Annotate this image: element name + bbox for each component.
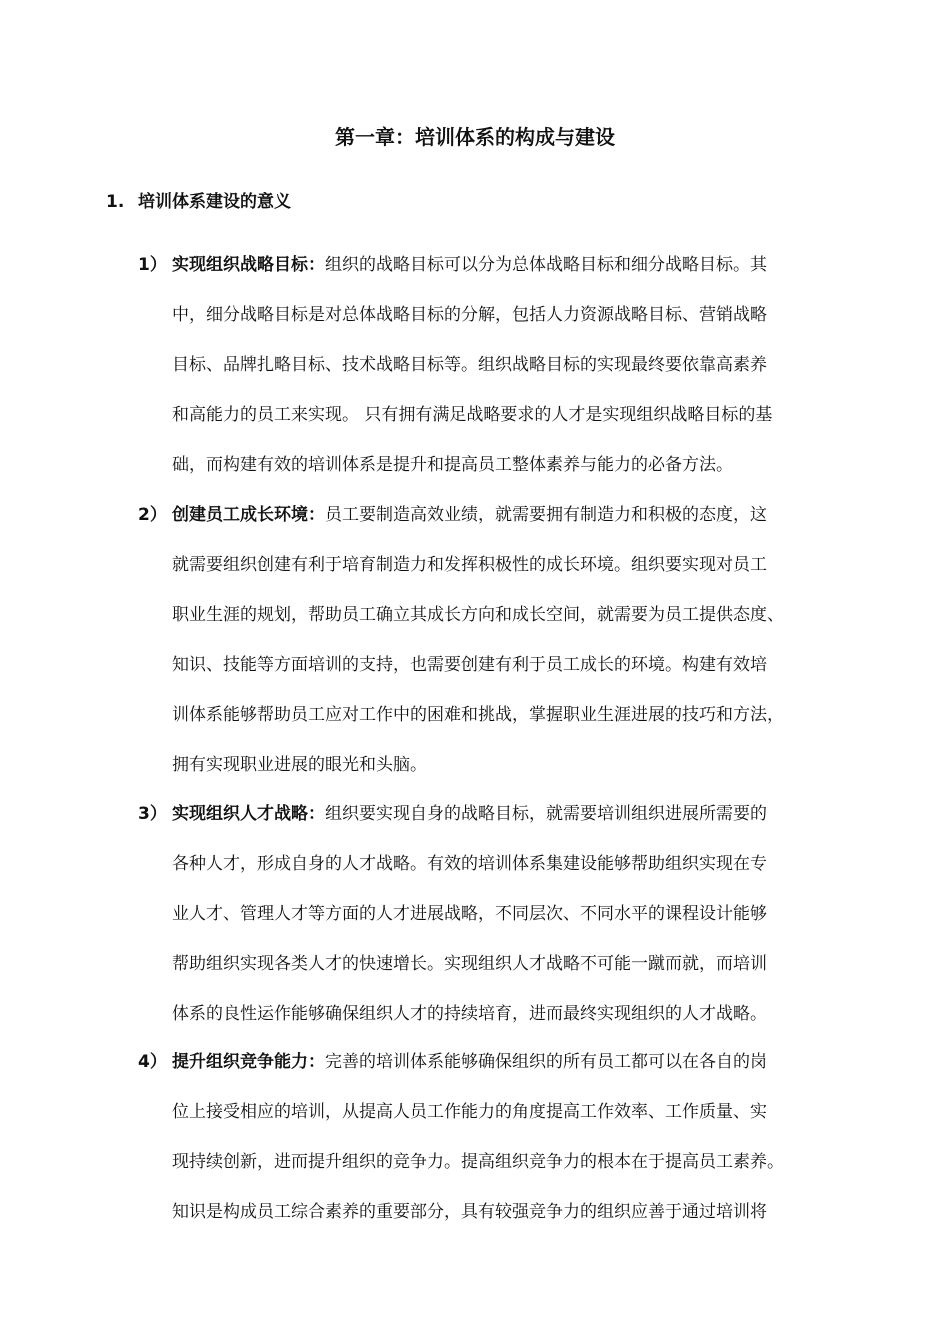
paragraph-line: 职业生涯的规划，帮助员工确立其成长方向和成长空间，就需要为员工提供态度、 [172, 605, 784, 625]
list-item-number: 3） [138, 804, 167, 824]
paragraph-line [172, 240, 878, 290]
paragraph-line: 知识、技能等方面培训的支持，也需要创建有利于员工成长的环境。构建有效培 [172, 655, 767, 675]
section-heading [106, 188, 291, 216]
line-text: 员工要制造高效业绩，就需要拥有制造力和积极的态度，这 [325, 505, 767, 525]
paragraph-line: 知识是构成员工综合素养的重要部分，具有较强竞争力的组织应善于通过培训将 [172, 1202, 767, 1222]
paragraph-line: 就需要组织创建有利于培育制造力和发挥积极性的成长环境。组织要实现对员工 [172, 555, 767, 575]
list-item [138, 240, 878, 490]
paragraph-line: 中，细分战略目标是对总体战略目标的分解，包括人力资源战略目标、营销战略 [172, 305, 767, 325]
list-item [138, 789, 878, 1039]
line-text: 组织要实现自身的战略目标，就需要培训组织进展所需要的 [325, 804, 767, 824]
paragraph-line: 拥有实现职业进展的眼光和头脑。 [172, 755, 427, 775]
paragraph-line [172, 789, 878, 839]
list-item-term: 创建员工成长环境： [172, 505, 325, 525]
paragraph-line: 训体系能够帮助员工应对工作中的困难和挑战，掌握职业生涯进展的技巧和方法， [172, 705, 784, 725]
list-item-number: 1） [138, 255, 167, 275]
list-item-term: 实现组织人才战略： [172, 804, 325, 824]
list-item-term: 实现组织战略目标： [172, 255, 325, 275]
paragraph-line: 位上接受相应的培训，从提高人员工作能力的角度提高工作效率、工作质量、实 [172, 1102, 767, 1122]
list-item [138, 490, 878, 790]
list-item-number: 4） [138, 1052, 167, 1072]
paragraph-line: 和高能力的员工来实现。 只有拥有满足战略要求的人才是实现组织战略目标的基 [172, 405, 773, 425]
line-text: 组织的战略目标可以分为总体战略目标和细分战略目标。其 [325, 255, 767, 275]
paragraph-line: 各种人才，形成自身的人才战略。有效的培训体系集建设能够帮助组织实现在专 [172, 854, 767, 874]
list-item-number: 2） [138, 505, 167, 525]
section-number: 1. [106, 192, 125, 212]
paragraph-line: 目标、品牌扎略目标、技术战略目标等。组织战略目标的实现最终要依靠高素养 [172, 355, 767, 375]
section-title: 培训体系建设的意义 [138, 192, 291, 212]
paragraph-line: 业人才、管理人才等方面的人才进展战略，不同层次、不同水平的课程设计能够 [172, 904, 767, 924]
paragraph-line: 体系的良性运作能够确保组织人才的持续培育，进而最终实现组织的人才战略。 [172, 1004, 767, 1024]
chapter-title: 第一章：培训体系的构成与建设 [335, 125, 615, 149]
paragraph-line [172, 1037, 878, 1087]
paragraph-line [172, 490, 878, 540]
list-item [138, 1037, 878, 1237]
list-item-term: 提升组织竞争能力： [172, 1052, 325, 1072]
paragraph-line: 础，而构建有效的培训体系是提升和提高员工整体素养与能力的必备方法。 [172, 455, 733, 475]
paragraph-line: 现持续创新，进而提升组织的竞争力。提高组织竞争力的根本在于提高员工素养。 [172, 1152, 784, 1172]
paragraph-line: 帮助组织实现各类人才的快速增长。实现组织人才战略不可能一蹴而就，而培训 [172, 954, 767, 974]
line-text: 完善的培训体系能够确保组织的所有员工都可以在各自的岗 [325, 1052, 767, 1072]
